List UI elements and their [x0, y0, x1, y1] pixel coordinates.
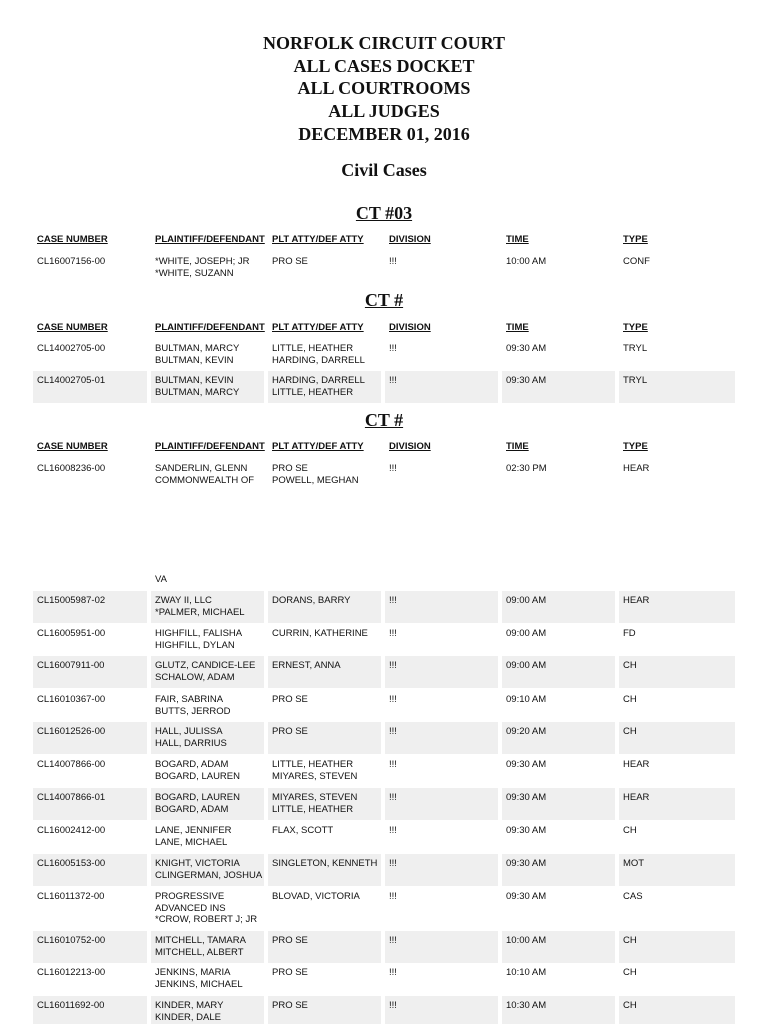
- parties: SANDERLIN, GLENN COMMONWEALTH OF: [155, 463, 255, 486]
- hearing-time: 10:00 AM: [502, 931, 615, 963]
- hearing-time: 09:30 AM: [506, 343, 547, 354]
- courtrooms-scope: ALL COURTROOMS: [297, 78, 471, 98]
- case-type: CH: [623, 967, 637, 978]
- hearing-time: 09:30 AM: [506, 825, 547, 836]
- table-row: [33, 656, 735, 688]
- parties: BOGARD, LAUREN BOGARD, ADAM: [151, 788, 264, 820]
- division: !!!: [389, 463, 397, 474]
- case-number: CL16011692-00: [33, 996, 147, 1024]
- attorneys: PRO SE: [272, 967, 308, 978]
- case-number: CL16007156-00: [37, 256, 106, 267]
- parties: BULTMAN, KEVIN BULTMAN, MARCY: [151, 371, 264, 403]
- col-plaintiff-defendant: PLAINTIFF/DEFENDANT: [155, 322, 265, 333]
- case-number: CL16005951-00: [37, 628, 106, 639]
- table-row: [33, 690, 735, 722]
- case-type: CH: [619, 996, 735, 1024]
- case-type: HEAR: [619, 788, 735, 820]
- division: !!!: [385, 931, 498, 963]
- attorneys: PRO SE POWELL, MEGHAN: [272, 463, 359, 486]
- parties-overflow-text: VA: [155, 574, 167, 585]
- parties: JENKINS, MARIA JENKINS, MICHAEL: [155, 967, 243, 990]
- case-type: CONF: [623, 256, 650, 267]
- case-number: CL14002705-01: [33, 371, 147, 403]
- col-division: DIVISION: [389, 441, 431, 452]
- division: !!!: [389, 891, 397, 902]
- case-type: TRYL: [623, 343, 648, 354]
- attorneys: PRO SE: [272, 256, 308, 267]
- attorneys: HARDING, DARRELL LITTLE, HEATHER: [268, 371, 381, 403]
- parties: PROGRESSIVE ADVANCED INS *CROW, ROBERT J; JR: [155, 891, 258, 925]
- table-row: [33, 996, 735, 1024]
- col-case-number: CASE NUMBER: [37, 441, 108, 452]
- case-number: CL16005153-00: [33, 854, 147, 886]
- table-row: [33, 821, 735, 853]
- docket-title: ALL CASES DOCKET: [293, 56, 475, 76]
- attorneys: PRO SE: [268, 931, 381, 963]
- hearing-time: 10:00 AM: [506, 256, 547, 267]
- table-row: [33, 252, 735, 284]
- case-category: Civil Cases: [341, 160, 427, 180]
- col-division: DIVISION: [389, 322, 431, 333]
- parties: HALL, JULISSA HALL, DARRIUS: [151, 722, 264, 754]
- case-type: CAS: [623, 891, 643, 902]
- table-row: [33, 788, 735, 820]
- case-type: CH: [623, 694, 637, 705]
- col-attorneys: PLT ATTY/DEF ATTY: [272, 441, 364, 452]
- case-number: CL16008236-00: [37, 463, 106, 474]
- attorneys: CURRIN, KATHERINE: [272, 628, 368, 639]
- col-case-number: CASE NUMBER: [37, 234, 108, 245]
- parties: KINDER, MARY KINDER, DALE: [151, 996, 264, 1024]
- case-type: FD: [623, 628, 636, 639]
- table-row: [33, 854, 735, 886]
- hearing-time: 09:30 AM: [506, 759, 547, 770]
- hearing-time: 09:00 AM: [502, 656, 615, 688]
- division: !!!: [389, 343, 397, 354]
- table-row: [33, 371, 735, 403]
- attorneys: SINGLETON, KENNETH: [268, 854, 381, 886]
- attorneys: FLAX, SCOTT: [272, 825, 334, 836]
- col-type: TYPE: [623, 322, 648, 333]
- case-type: HEAR: [623, 463, 650, 474]
- division: !!!: [385, 788, 498, 820]
- attorneys: ERNEST, ANNA: [268, 656, 381, 688]
- attorneys: PRO SE: [272, 694, 308, 705]
- courtroom-heading: CT #: [364, 410, 404, 430]
- case-type: CH: [619, 656, 735, 688]
- table-row: [33, 963, 735, 995]
- case-number: CL16011372-00: [37, 891, 105, 902]
- table-row: [33, 755, 735, 787]
- col-attorneys: PLT ATTY/DEF ATTY: [272, 234, 364, 245]
- division: !!!: [389, 628, 397, 639]
- case-number: CL14007866-00: [37, 759, 106, 770]
- table-row: [33, 887, 735, 931]
- division: !!!: [389, 256, 397, 267]
- col-time: TIME: [506, 322, 529, 333]
- col-division: DIVISION: [389, 234, 431, 245]
- division: !!!: [389, 694, 397, 705]
- division: !!!: [389, 967, 397, 978]
- case-number: CL15005987-02: [33, 591, 147, 623]
- parties: LANE, JENNIFER LANE, MICHAEL: [155, 825, 232, 848]
- parties: GLUTZ, CANDICE-LEE SCHALOW, ADAM: [151, 656, 264, 688]
- judges-scope: ALL JUDGES: [328, 101, 440, 121]
- hearing-time: 09:30 AM: [502, 788, 615, 820]
- attorneys: DORANS, BARRY: [268, 591, 381, 623]
- case-number: CL16002412-00: [37, 825, 106, 836]
- court-name: NORFOLK CIRCUIT COURT: [262, 33, 506, 53]
- courtroom-heading: CT #03: [355, 203, 413, 223]
- division: !!!: [385, 722, 498, 754]
- case-type: HEAR: [623, 759, 650, 770]
- hearing-time: 09:00 AM: [502, 591, 615, 623]
- attorneys: LITTLE, HEATHER MIYARES, STEVEN: [272, 759, 358, 782]
- docket-date: DECEMBER 01, 2016: [298, 124, 470, 144]
- col-plaintiff-defendant: PLAINTIFF/DEFENDANT: [155, 441, 265, 452]
- col-case-number: CASE NUMBER: [37, 322, 108, 333]
- col-type: TYPE: [623, 234, 648, 245]
- case-type: CH: [619, 722, 735, 754]
- division: !!!: [385, 371, 498, 403]
- hearing-time: 10:10 AM: [506, 967, 547, 978]
- division: !!!: [389, 825, 397, 836]
- table-row: [33, 591, 735, 623]
- parties: BULTMAN, MARCY BULTMAN, KEVIN: [155, 343, 240, 366]
- case-number: CL14002705-00: [37, 343, 106, 354]
- parties: HIGHFILL, FALISHA HIGHFILL, DYLAN: [155, 628, 243, 651]
- division: !!!: [389, 759, 397, 770]
- case-type: CH: [623, 825, 637, 836]
- parties: BOGARD, ADAM BOGARD, LAUREN: [155, 759, 240, 782]
- col-plaintiff-defendant: PLAINTIFF/DEFENDANT: [155, 234, 265, 245]
- parties: *WHITE, JOSEPH; JR *WHITE, SUZANN: [155, 256, 250, 279]
- parties: KNIGHT, VICTORIA CLINGERMAN, JOSHUA: [151, 854, 264, 886]
- case-type: MOT: [619, 854, 735, 886]
- case-number: CL16012526-00: [33, 722, 147, 754]
- case-number: CL16010367-00: [37, 694, 106, 705]
- division: !!!: [385, 996, 498, 1024]
- attorneys: BLOVAD, VICTORIA: [272, 891, 360, 902]
- hearing-time: 09:00 AM: [506, 628, 547, 639]
- col-type: TYPE: [623, 441, 648, 452]
- hearing-time: 09:10 AM: [506, 694, 547, 705]
- division: !!!: [385, 854, 498, 886]
- col-time: TIME: [506, 234, 529, 245]
- attorneys: LITTLE, HEATHER HARDING, DARRELL: [272, 343, 365, 366]
- case-number: CL14007866-01: [33, 788, 147, 820]
- table-row: [33, 624, 735, 656]
- hearing-time: 09:30 AM: [502, 854, 615, 886]
- col-time: TIME: [506, 441, 529, 452]
- case-number: CL16010752-00: [33, 931, 147, 963]
- table-row: [33, 339, 735, 371]
- hearing-time: 09:30 AM: [506, 891, 547, 902]
- hearing-time: 10:30 AM: [502, 996, 615, 1024]
- division: !!!: [385, 591, 498, 623]
- parties: FAIR, SABRINA BUTTS, JERROD: [155, 694, 231, 717]
- attorneys: PRO SE: [268, 996, 381, 1024]
- hearing-time: 09:20 AM: [502, 722, 615, 754]
- attorneys: PRO SE: [268, 722, 381, 754]
- case-number: CL16012213-00: [37, 967, 106, 978]
- table-row: [33, 931, 735, 963]
- hearing-time: 09:30 AM: [502, 371, 615, 403]
- parties: ZWAY II, LLC *PALMER, MICHAEL: [151, 591, 264, 623]
- case-type: CH: [619, 931, 735, 963]
- attorneys: MIYARES, STEVEN LITTLE, HEATHER: [268, 788, 381, 820]
- case-number: CL16007911-00: [33, 656, 147, 688]
- case-type: TRYL: [619, 371, 735, 403]
- hearing-time: 02:30 PM: [506, 463, 547, 474]
- case-type: HEAR: [619, 591, 735, 623]
- parties: MITCHELL, TAMARA MITCHELL, ALBERT: [151, 931, 264, 963]
- courtroom-heading: CT #: [364, 290, 404, 310]
- table-row: [33, 722, 735, 754]
- col-attorneys: PLT ATTY/DEF ATTY: [272, 322, 364, 333]
- table-row: [33, 459, 735, 491]
- division: !!!: [385, 656, 498, 688]
